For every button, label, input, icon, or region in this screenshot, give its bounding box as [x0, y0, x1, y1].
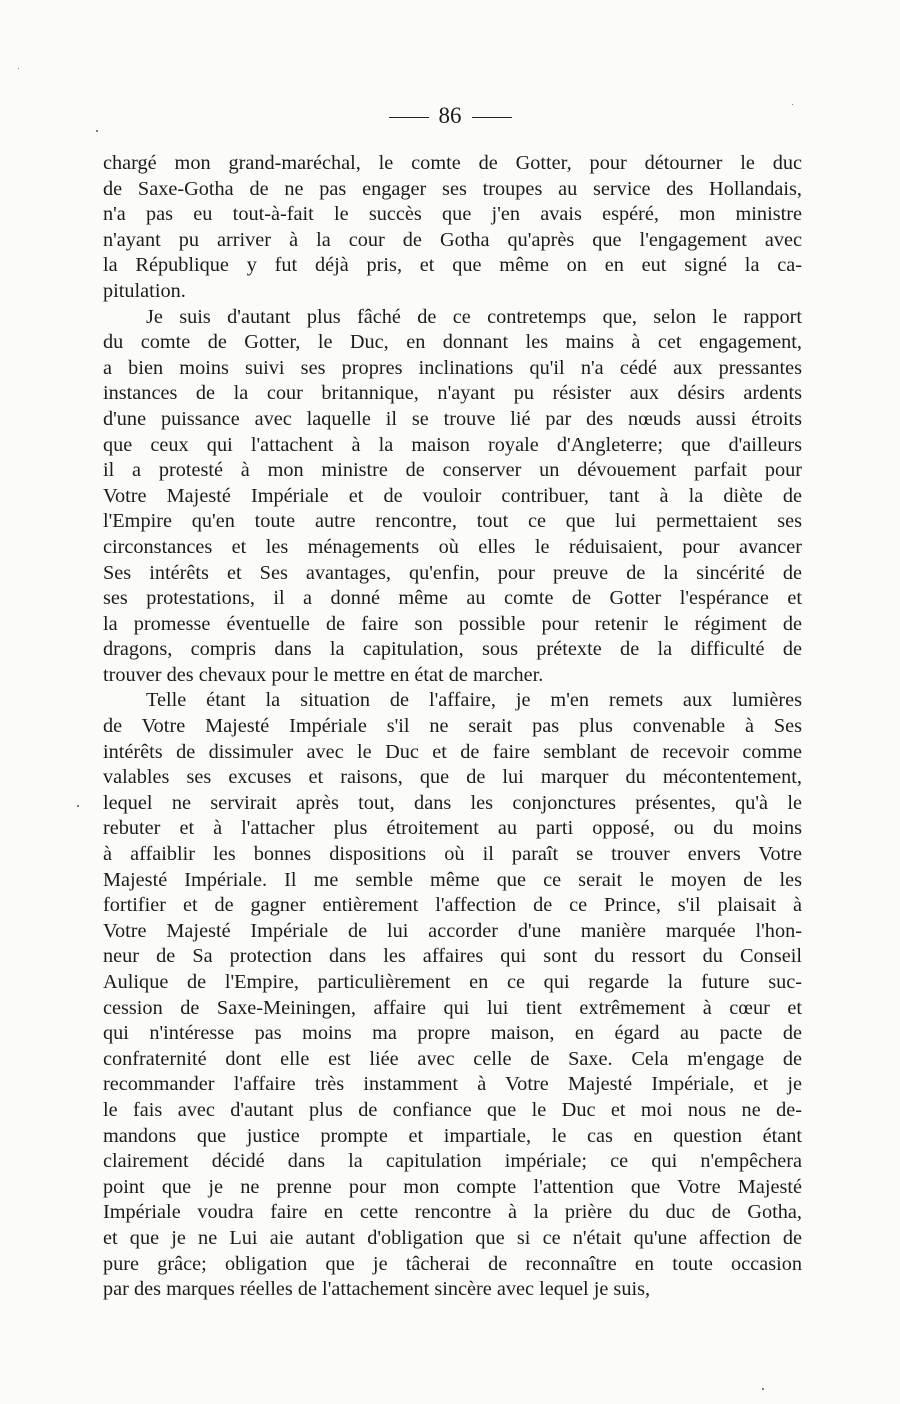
text-line: rebuter et à l'attacher plus étroitement au parti opposé, ou du moins [103, 817, 802, 840]
text-line: de Votre Majesté Impériale s'il ne serait pas plus convenable à Ses [103, 715, 802, 738]
text-line: a bien moins suivi ses propres inclinations qu'il n'a cédé aux pressantes [103, 356, 802, 379]
text-line: de Saxe-Gotha de ne pas engager ses troupes au service des Hollandais, [103, 177, 802, 200]
body-text [103, 151, 802, 1303]
text-line: instances de la cour britannique, n'ayant pu résister aux désirs ardents [103, 382, 802, 405]
text-line: qui n'intéresse pas moins ma propre maison, en égard au pacte de [103, 1022, 802, 1045]
text-line: Votre Majesté Impériale et de vouloir contribuer, tant à la diète de [103, 484, 802, 507]
text-line: l'Empire qu'en toute autre rencontre, tout ce que lui permettaient ses [103, 510, 802, 533]
text-line: que ceux qui l'attachent à la maison royale d'Angleterre; que d'ailleurs [103, 433, 802, 456]
text-line: confraternité dont elle est liée avec celle de Saxe. Cela m'engage de [103, 1047, 802, 1070]
text-line: clairement décidé dans la capitulation impériale; ce qui n'empêchera [103, 1150, 802, 1173]
speck [96, 130, 98, 132]
text-line: point que je ne prenne pour mon compte l'attention que Votre Majesté [103, 1175, 802, 1198]
text-line: neur de Sa protection dans les affaires qui sont du ressort du Conseil [103, 945, 802, 968]
text-line: Majesté Impériale. Il me semble même que ce serait le moyen de les [103, 868, 802, 891]
header-dash-right [472, 117, 512, 118]
text-line: Votre Majesté Impériale de lui accorder d'une manière marquée l'hon- [103, 919, 802, 942]
text-line: Je suis d'autant plus fâché de ce contretemps que, selon le rapport [146, 305, 802, 328]
speck [18, 68, 19, 69]
text-line: n'ayant pu arriver à la cour de Gotha qu'après que l'engagement avec [103, 228, 802, 251]
text-line: Aulique de l'Empire, particulièrement en ce qui regarde la future suc- [103, 971, 802, 993]
text-line: recommander l'affaire très instamment à Votre Majesté Impériale, et je [103, 1073, 802, 1096]
speck [77, 805, 79, 807]
text-line: et que je ne Lui aie autant d'obligation que si ce n'était qu'une affection de [103, 1226, 802, 1249]
text-line: Ses intérêts et Ses avantages, qu'enfin, pour preuve de la sincérité de [103, 561, 802, 584]
text-line: lequel ne servirait après tout, dans les conjonctures présentes, qu'à le [103, 791, 802, 814]
speck [792, 104, 793, 105]
paragraph [103, 688, 802, 1302]
page-header [0, 102, 900, 130]
text-line: chargé mon grand-maréchal, le comte de Gotter, pour détourner le duc [103, 152, 802, 174]
page-number: 86 [438, 103, 462, 128]
text-line: le fais avec d'autant plus de confiance que le Duc et moi nous ne de- [103, 1098, 802, 1121]
text-line: à affaiblir les bonnes dispositions où il paraît se trouver envers Votre [103, 843, 802, 866]
text-line: du comte de Gotter, le Duc, en donnant les mains à cet engagement, [103, 331, 802, 354]
text-line: trouver des chevaux pour le mettre en état de marcher. [103, 663, 544, 686]
text-line: Telle étant la situation de l'affaire, je m'en remets aux lumières [146, 689, 802, 712]
text-line: ses protestations, il a donné même au comte de Gotter l'espérance et [103, 587, 802, 610]
text-line: la République y fut déjà pris, et que même on en eut signé la ca- [103, 254, 802, 277]
text-line: valables ses excuses et raisons, que de lui marquer du mécontentement, [103, 766, 802, 789]
text-line: circonstances et les ménagements où elles le réduisaient, pour avancer [103, 535, 802, 558]
text-line: dragons, compris dans la capitulation, sous prétexte de la difficulté de [103, 638, 802, 661]
text-line: par des marques réelles de l'attachement sincère avec lequel je suis, [103, 1278, 651, 1301]
text-line: Impériale voudra faire en cette rencontre à la prière du duc de Gotha, [103, 1201, 802, 1224]
text-line: d'une puissance avec laquelle il se trouve lié par des nœuds aussi étroits [103, 407, 802, 430]
text-line: cession de Saxe-Meiningen, affaire qui lui tient extrêmement à cœur et [103, 996, 802, 1019]
text-line: intérêts de dissimuler avec le Duc et de faire semblant de recevoir comme [103, 740, 802, 763]
text-line: n'a pas eu tout-à-fait le succès que j'en avais espéré, mon ministre [103, 203, 802, 226]
text-line: fortifier et de gagner entièrement l'affection de ce Prince, s'il plaisait à [103, 894, 802, 917]
text-line: il a protesté à mon ministre de conserver un dévouement parfait pour [103, 459, 802, 482]
text-line: pitulation. [103, 279, 186, 302]
text-line: la promesse éventuelle de faire son possible pour retenir le régiment de [103, 612, 802, 635]
paragraph [103, 305, 802, 689]
text-line: pure grâce; obligation que je tâcherai de reconnaître en toute occasion [103, 1252, 802, 1275]
header-dash-left [389, 117, 429, 118]
text-line: mandons que justice prompte et impartiale, le cas en question étant [103, 1124, 802, 1147]
speck [762, 1388, 764, 1390]
paragraph [103, 151, 802, 305]
